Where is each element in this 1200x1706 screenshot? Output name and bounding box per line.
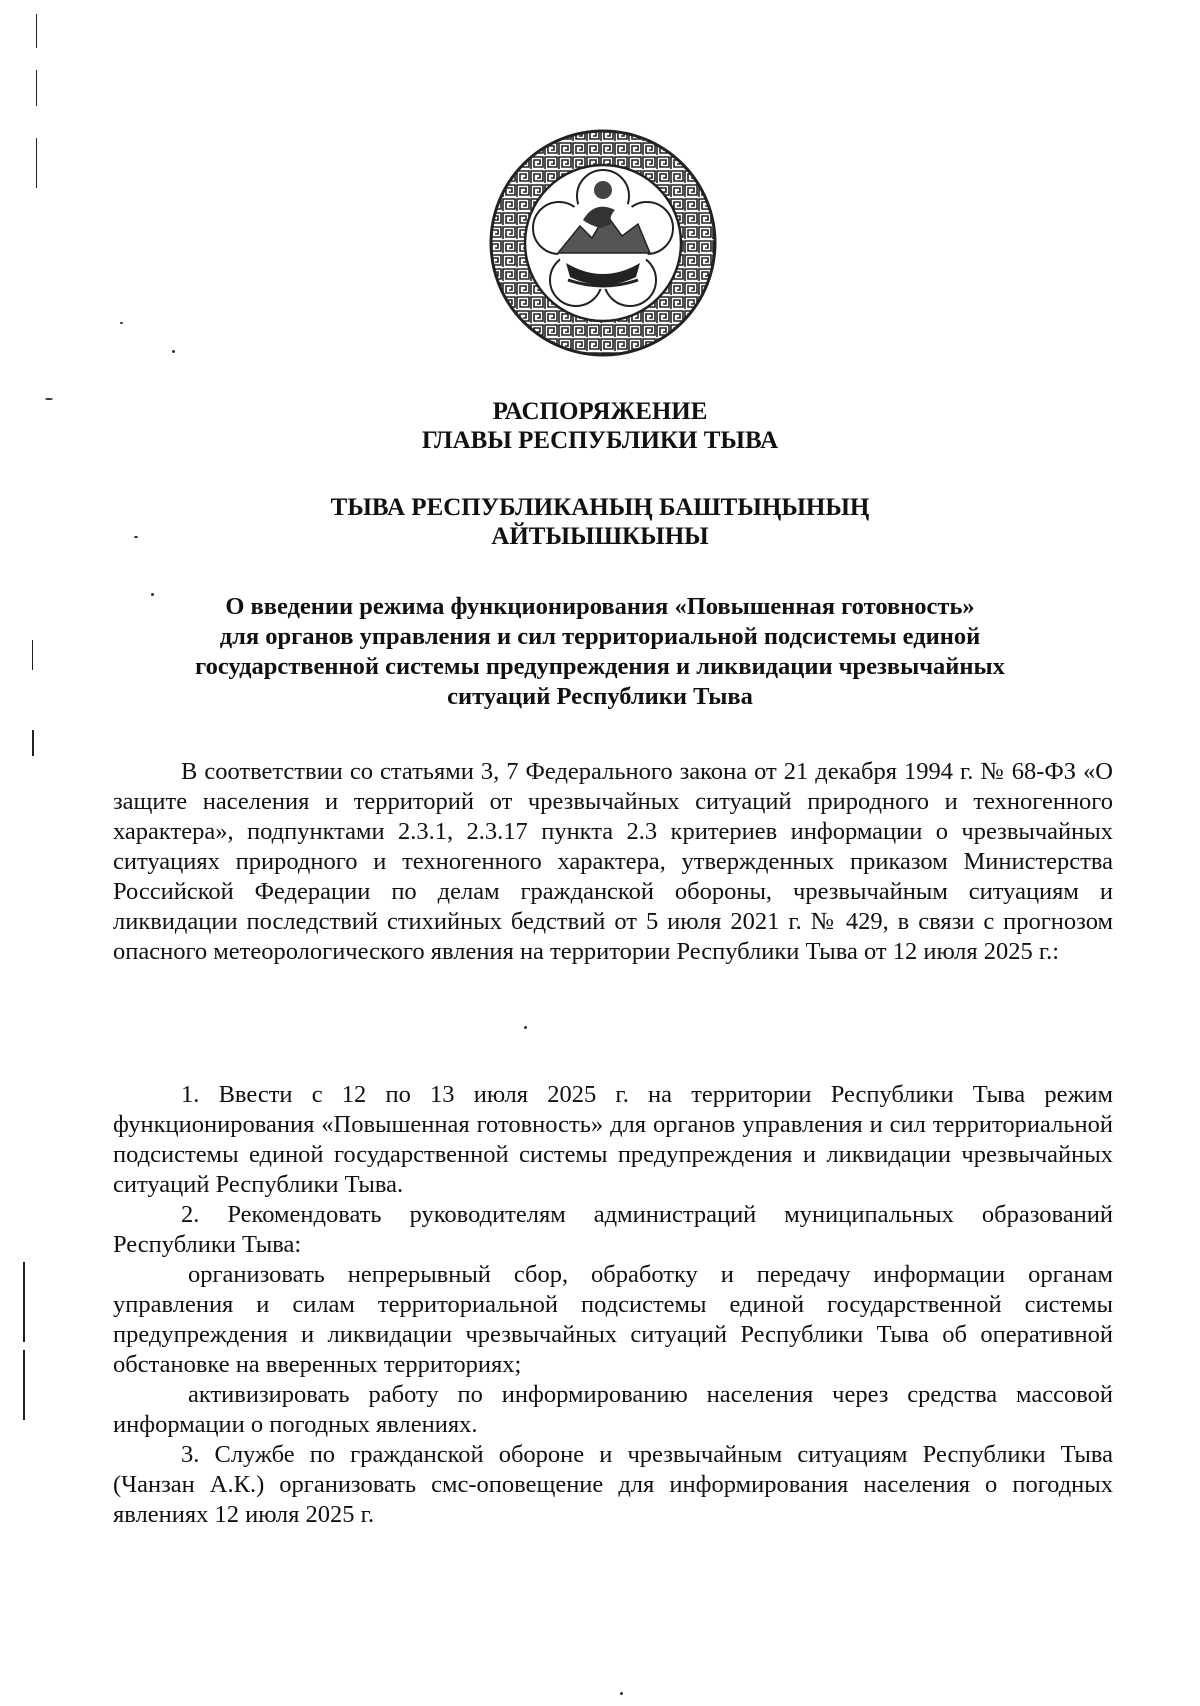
scan-margin-mark	[36, 14, 37, 48]
item-1: 1. Ввести с 12 по 13 июля 2025 г. на территории Республики Тыва режим функционирования «Повышенная готовность» для органов управления и сил территориальной подсистемы единой государственной системы предупреждения и ликвидации чрезвычайных ситуаций Республики Тыва.	[113, 1081, 1113, 1198]
subject-line: ситуаций Республики Тыва	[447, 683, 753, 710]
tuva-coat-of-arms-icon	[488, 128, 718, 358]
title-line: РАСПОРЯЖЕНИЕ	[492, 398, 708, 425]
scan-margin-mark	[23, 1262, 25, 1342]
title-line: АЙТЫЫШКЫНЫ	[491, 523, 709, 550]
scan-margin-mark	[36, 138, 37, 188]
scan-speck	[620, 1692, 623, 1695]
preamble-block	[113, 757, 1113, 967]
item-2: 2. Рекомендовать руководителям администраций муниципальных образований Республики Тыва:	[113, 1201, 1113, 1258]
item-3: 3. Службе по гражданской обороне и чрезвычайным ситуациям Республики Тыва (Чанзан А.К.) организовать смс-оповещение для информирования населения о погодных явлениях 12 июля 2025 г.	[113, 1441, 1113, 1528]
document-title-tuvan	[0, 493, 1200, 551]
item-2-sub-a: организовать непрерывный сбор, обработку и передачу информации органам управления и силам территориальной подсистемы единой государственной системы предупреждения и ликвидации чрезвычайных ситуаций Республики Тыва об оперативной обстановке на вверенных территориях;	[113, 1261, 1113, 1378]
scan-margin-mark	[32, 730, 34, 756]
scan-speck	[120, 322, 123, 324]
document-title	[0, 397, 1200, 455]
title-line: ГЛАВЫ РЕСПУБЛИКИ ТЫВА	[421, 427, 779, 454]
preamble-paragraph: В соответствии со статьями 3, 7 Федерального закона от 21 декабря 1994 г. № 68-ФЗ «О защите населения и территорий от чрезвычайных ситуаций природного и техногенного характера», подпунктами 2.3.1, 2.3.17 пункта 2.3 критериев информации о чрезвычайных ситуациях природного и техногенного характера, утвержденных приказом Министерства Российской Федерации по делам гражданской обороны, чрезвычайным ситуациям и ликвидации последствий стихийных бедствий от 5 июля 2021 г. № 429, в связи с прогнозом опасного метеорологического явления на территории Республики Тыва от 12 июля 2025 г.:	[113, 758, 1113, 965]
title-line: ТЫВА РЕСПУБЛИКАНЫҢ БАШТЫҢЫНЫҢ	[330, 494, 870, 521]
scan-speck	[172, 350, 175, 353]
item-2-sub-b: активизировать работу по информированию населения через средства массовой информации о погодных явлениях.	[113, 1381, 1113, 1438]
scan-speck	[524, 1026, 527, 1029]
subject-line: О введении режима функционирования «Повышенная готовность»	[225, 593, 975, 620]
scan-margin-mark	[23, 1350, 25, 1420]
subject-line: для органов управления и сил территориальной подсистемы единой	[219, 623, 981, 650]
order-items	[113, 1080, 1113, 1530]
document-subject	[0, 592, 1200, 712]
subject-line: государственной системы предупреждения и ликвидации чрезвычайных	[195, 653, 1005, 680]
scan-margin-mark	[36, 70, 37, 106]
